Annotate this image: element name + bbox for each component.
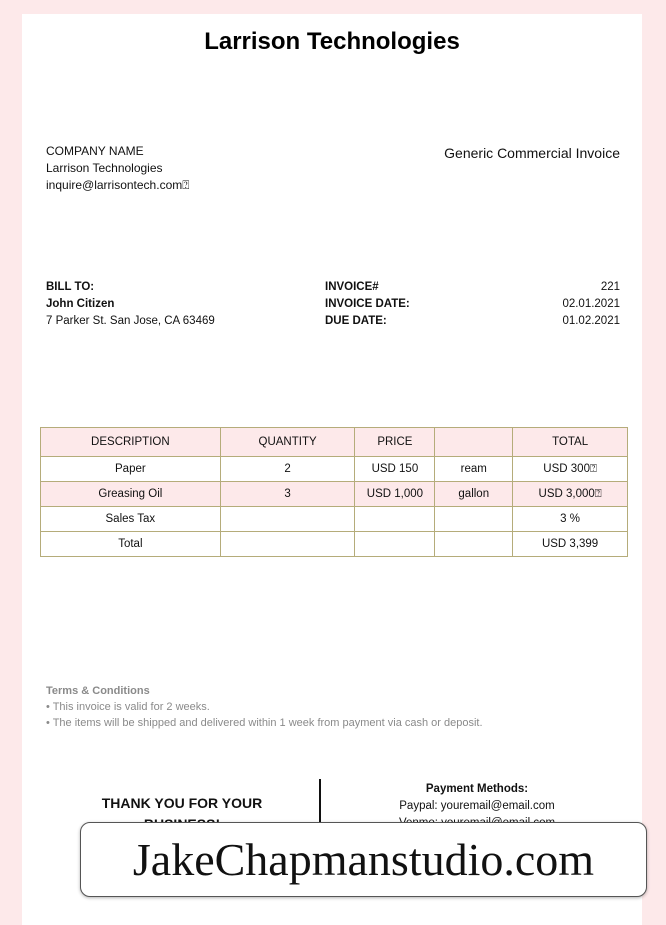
payment-heading: Payment Methods: (425, 783, 529, 795)
company-email: inquire@larrisontech.com⍰ (46, 178, 190, 192)
invoice-number-label: INVOICE# (325, 281, 379, 293)
cell-description: Total (41, 532, 221, 557)
watermark-banner: JakeChapmanstudio.com (80, 822, 647, 897)
cell-total: USD 3,399 (513, 532, 628, 557)
thank-you-line: THANK YOU FOR YOUR (101, 795, 263, 811)
due-date: 01.02.2021 (562, 315, 620, 327)
bill-to-address: 7 Parker St. San Jose, CA 63469 (46, 315, 215, 327)
cell-quantity (220, 532, 355, 557)
bill-to-label: BILL TO: (46, 281, 95, 293)
bill-to-name: John Citizen (46, 298, 115, 310)
invoice-date: 02.01.2021 (562, 298, 620, 310)
cell-price (355, 532, 435, 557)
company-label: COMPANY NAME (46, 144, 144, 158)
cell-total: 3 % (513, 507, 628, 532)
terms-line: • The items will be shipped and delivered within 1 week from payment via cash or deposit. (46, 717, 483, 729)
invoice-number: 221 (600, 281, 620, 293)
terms-line: • This invoice is valid for 2 weeks. (46, 701, 210, 713)
document-type: Generic Commercial Invoice (444, 145, 620, 161)
header-unit (435, 428, 513, 457)
cell-quantity (220, 507, 355, 532)
cell-description: Sales Tax (41, 507, 221, 532)
header-quantity: QUANTITY (220, 428, 355, 457)
paypal-line: Paypal: youremail@email.com (399, 800, 555, 812)
terms-block (46, 683, 483, 731)
invoice-page (22, 14, 642, 925)
bill-to-block (46, 279, 215, 330)
line-items-table (40, 427, 628, 557)
cell-price (355, 507, 435, 532)
table-row (41, 532, 628, 557)
cell-description: Paper (41, 457, 221, 482)
header-price: PRICE (355, 428, 435, 457)
cell-price: USD 150 (355, 457, 435, 482)
table-header-row (41, 428, 628, 457)
company-title: Larrison Technologies (204, 28, 460, 55)
invoice-meta-values (562, 279, 620, 330)
terms-heading: Terms & Conditions (46, 685, 150, 697)
cell-unit: gallon (435, 482, 513, 507)
cell-price: USD 1,000 (355, 482, 435, 507)
cell-unit (435, 532, 513, 557)
invoice-date-label: INVOICE DATE: (325, 298, 410, 310)
cell-total: USD 3,000⍰ (513, 482, 628, 507)
cell-quantity: 3 (220, 482, 355, 507)
table-row (41, 482, 628, 507)
header-description: DESCRIPTION (41, 428, 221, 457)
header-total: TOTAL (513, 428, 628, 457)
invoice-meta-labels (325, 279, 410, 330)
table-row (41, 507, 628, 532)
cell-description: Greasing Oil (41, 482, 221, 507)
cell-quantity: 2 (220, 457, 355, 482)
cell-total: USD 300⍰ (513, 457, 628, 482)
due-date-label: DUE DATE: (325, 315, 387, 327)
cell-unit: ream (435, 457, 513, 482)
table-row (41, 457, 628, 482)
company-name: Larrison Technologies (46, 161, 163, 175)
cell-unit (435, 507, 513, 532)
company-block (46, 143, 189, 194)
